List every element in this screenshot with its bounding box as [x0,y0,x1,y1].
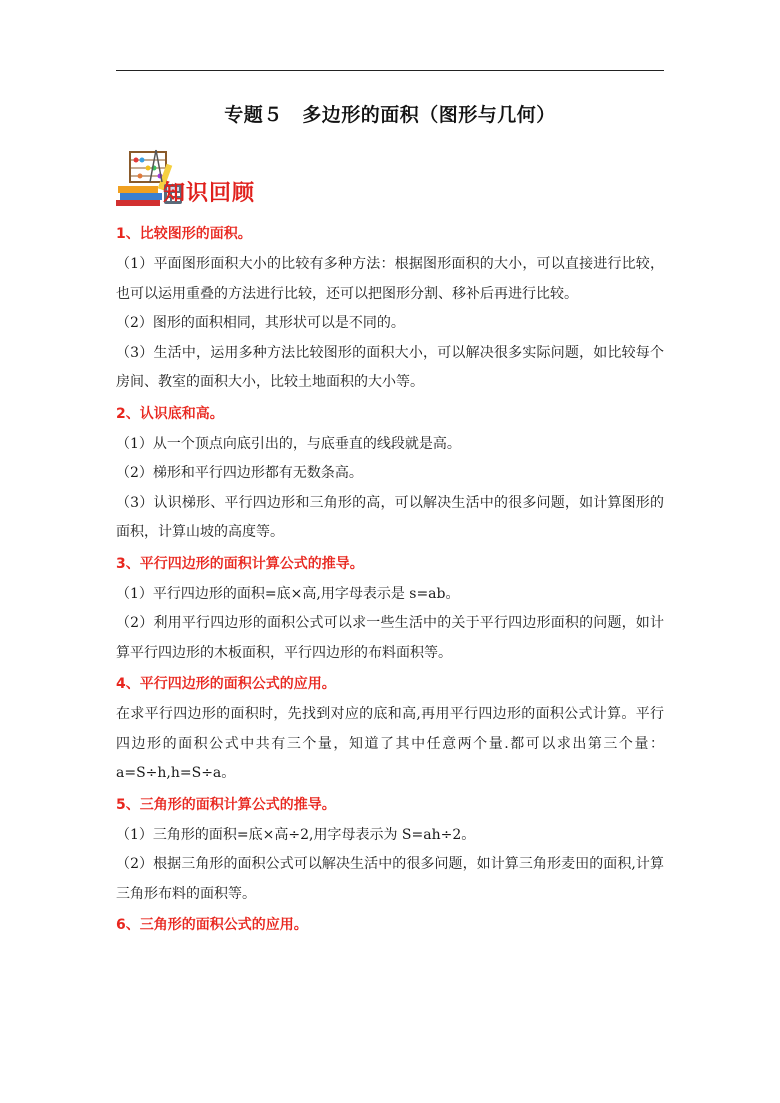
section-2 [116,398,664,548]
section-heading: 1、比较图形的面积。 [116,226,252,242]
paragraph: （2）根据三角形的面积公式可以解决生活中的很多问题，如计算三角形麦田的面积,计算三角形布料的面积等。 [116,856,664,902]
header-rule [116,70,664,71]
paragraph: （3）认识梯形、平行四边形和三角形的高，可以解决生活中的很多问题，如计算图形的面积，计算山坡的高度等。 [116,494,664,540]
section-heading: 4、平行四边形的面积公式的应用。 [116,676,336,692]
paragraph: （1）从一个顶点向底引出的，与底垂直的线段就是高。 [116,435,461,452]
section-heading: 2、认识底和高。 [116,405,224,422]
paragraph: 在求平行四边形的面积时，先找到对应的底和高,再用平行四边形的面积公式计算。平行四边形的面积公式中共有三个量，知道了其中任意两个量.都可以求出第三个量：a=S÷h,h=S÷a。 [116,706,664,781]
section-4 [116,668,664,789]
paragraph: （3）生活中，运用多种方法比较图形的面积大小，可以解决很多实际问题，如比较每个房间、教室的面积大小，比较土地面积的大小等。 [116,344,664,390]
section-5 [116,789,664,910]
document-content [116,218,664,941]
paragraph: （2）利用平行四边形的面积公式可以求一些生活中的关于平行四边形面积的问题，如计算平行四边形的木板面积，平行四边形的布料面积等。 [116,615,664,661]
knowledge-review-label: 知识回顾 [163,180,256,206]
section-heading: 6、三角形的面积公式的应用。 [116,917,308,933]
section-6 [116,909,664,941]
document-title: 专题５ 多边形的面积（图形与几何） [224,104,556,126]
section-heading: 5、三角形的面积计算公式的推导。 [116,796,336,813]
paragraph: （2）图形的面积相同，其形状可以是不同的。 [116,315,405,331]
section-3 [116,548,664,669]
paragraph: （1）平面图形面积大小的比较有多种方法：根据图形面积的大小，可以直接进行比较，也可以运用重叠的方法进行比较，还可以把图形分割、移补后再进行比较。 [116,256,664,302]
paragraph: （2）梯形和平行四边形都有无数条高。 [116,465,363,481]
paragraph: （1）三角形的面积=底×高÷2,用字母表示为 S=ah÷2。 [116,826,476,843]
section-heading: 3、平行四边形的面积计算公式的推导。 [116,555,364,572]
section-1 [116,218,664,398]
paragraph: （1）平行四边形的面积=底×高,用字母表示是 s=ab。 [116,585,460,602]
